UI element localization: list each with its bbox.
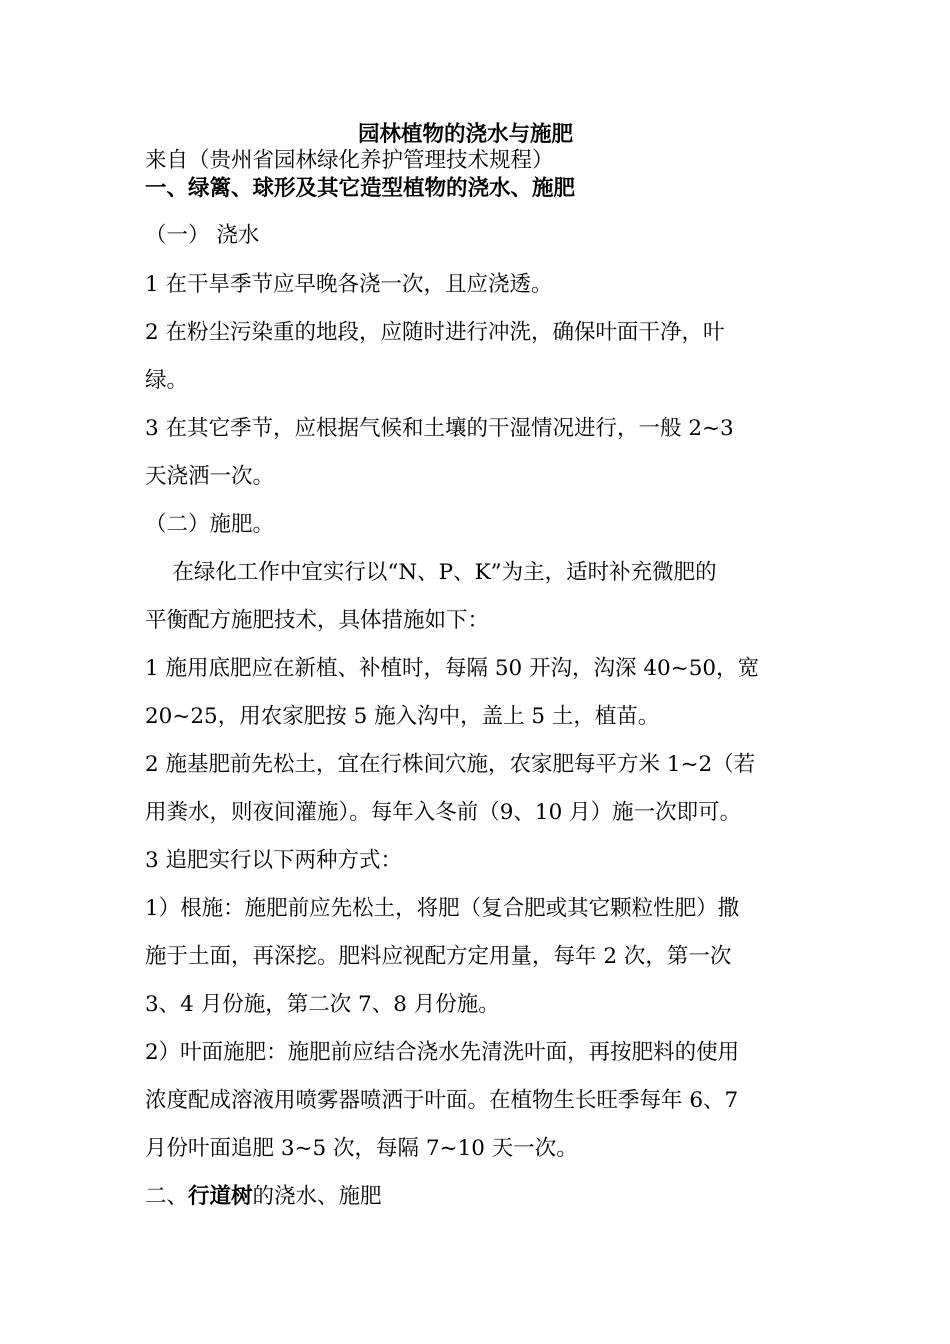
fertilizing-intro-line-2: 平衡配方施肥技术，具体措施如下： <box>145 608 490 633</box>
root-application-line-1: 1）根施：施肥前应先松土，将肥（复合肥或其它颗粒性肥）撒 <box>145 896 740 921</box>
section-1-heading: 一、绿篱、球形及其它造型植物的浇水、施肥 <box>145 176 576 201</box>
water-item-1: 1 在干旱季节应早晚各浇一次，且应浇透。 <box>145 272 553 297</box>
subsection-watering-heading: （一） 浇水 <box>145 223 260 248</box>
fertilizing-item-3: 3 追肥实行以下两种方式： <box>145 848 403 873</box>
fertilizing-item-2: 2 施基肥前先松土，宜在行株间穴施，农家肥每平方米 1~2（若 <box>145 752 756 777</box>
water-item-2: 2 在粉尘污染重的地段，应随时进行冲洗，确保叶面干净，叶 <box>145 320 725 345</box>
subsection-fertilizing-heading: （二）施肥。 <box>145 512 275 537</box>
source-line: 来自（贵州省园林绿化养护管理技术规程） <box>145 148 554 173</box>
foliar-application-line-1: 2）叶面施肥：施肥前应结合浇水先清洗叶面，再按肥料的使用 <box>145 1040 740 1065</box>
section-2-suffix: 的浇水、施肥 <box>252 1184 382 1209</box>
water-item-3: 3 在其它季节，应根据气候和土壤的干湿情况进行，一般 2~3 <box>145 416 734 441</box>
water-item-2-cont: 绿。 <box>145 368 189 393</box>
fertilizing-item-2-cont: 用粪水，则夜间灌施）。每年入冬前（9、10 月）施一次即可。 <box>145 800 742 825</box>
section-2-heading <box>145 1186 382 1208</box>
fertilizing-intro-line-1: 在绿化工作中宜实行以“N、P、K”为主，适时补充微肥的 <box>145 560 717 585</box>
root-application-line-3: 3、4 月份施，第二次 7、8 月份施。 <box>145 992 500 1017</box>
fertilizing-item-1: 1 施用底肥应在新植、补植时，每隔 50 开沟，沟深 40~50，宽 <box>145 656 760 681</box>
foliar-application-line-2: 浓度配成溶液用喷雾器喷洒于叶面。在植物生长旺季每年 6、7 <box>145 1088 739 1113</box>
foliar-application-line-3: 月份叶面追肥 3~5 次，每隔 7~10 天一次。 <box>145 1136 578 1161</box>
section-2-bold-term: 行道树 <box>188 1184 253 1209</box>
document-title: 园林植物的浇水与施肥 <box>358 122 574 147</box>
fertilizing-item-1-cont: 20~25，用农家肥按 5 施入沟中，盖上 5 土，植苗。 <box>145 704 660 729</box>
water-item-3-cont: 天浇洒一次。 <box>145 464 275 489</box>
root-application-line-2: 施于土面，再深挖。肥料应视配方定用量，每年 2 次，第一次 <box>145 944 732 969</box>
section-2-prefix: 二、 <box>145 1184 189 1209</box>
